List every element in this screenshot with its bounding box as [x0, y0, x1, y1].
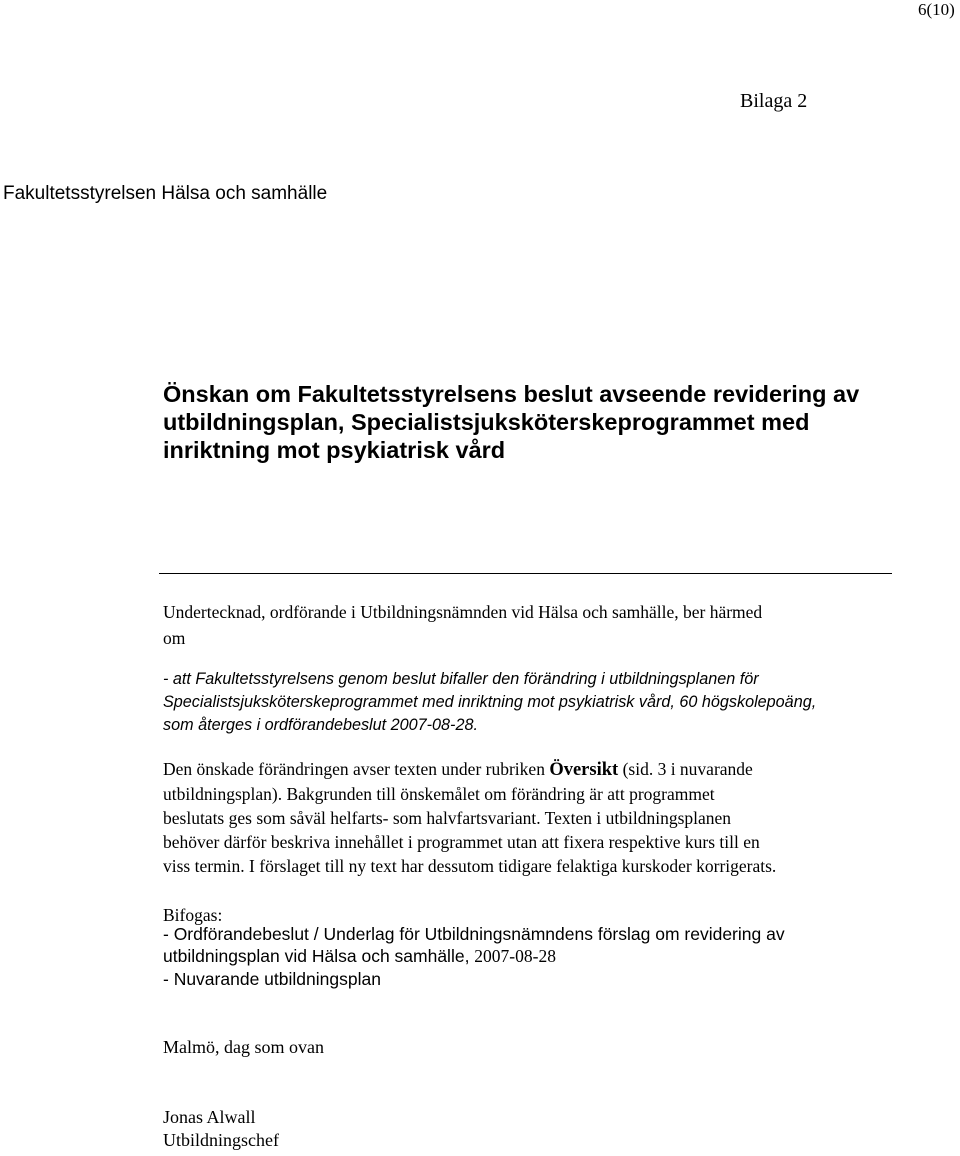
intro-paragraph	[163, 599, 762, 651]
text-line: behöver därför beskriva innehållet i programmet utan att fixera respektive kurs till en	[163, 832, 760, 852]
document-title	[163, 380, 859, 464]
title-line: inriktning mot psykiatrisk vård	[163, 437, 506, 463]
text-line: Undertecknad, ordförande i Utbildningsnämnden vid Hälsa och samhälle, ber härmed	[163, 602, 763, 622]
text-segment: (sid. 3 i nuvarande	[618, 759, 753, 779]
signer-name: Jonas Alwall	[163, 1107, 256, 1127]
text-line: om	[163, 628, 186, 648]
attachments-label: Bifogas:	[163, 905, 223, 925]
attachment-date: 2007-08-28	[474, 946, 556, 966]
page-number: 6(10)	[918, 0, 955, 19]
title-line: utbildningsplan, Specialistsjuksköterskeprogrammet med	[163, 409, 810, 435]
text-line: viss termin. I förslaget till ny text har dessutom tidigare felaktiga kurskoder korrigerats.	[163, 856, 777, 876]
text-line: utbildningsplan). Bakgrunden till önskemålet om förändring är att programmet	[163, 784, 715, 804]
text-line: som återges i ordförandebeslut 2007-08-28.	[163, 716, 478, 734]
text-segment: Den önskade förändringen avser texten under rubriken	[163, 759, 550, 779]
explanation-paragraph	[163, 757, 776, 878]
text-line: - att Fakultetsstyrelsens genom beslut bifaller den förändring i utbildningsplanen för	[163, 670, 759, 688]
title-line: Önskan om Fakultetsstyrelsens beslut avseende revidering av	[163, 381, 860, 407]
attachment-item-continuation	[163, 946, 556, 967]
organization-name: Fakultetsstyrelsen Hälsa och samhälle	[3, 183, 328, 204]
text-line	[163, 757, 776, 782]
text-line: beslutats ges som såväl helfarts- som halvfartsvariant. Texten i utbildningsplanen	[163, 808, 732, 828]
motion-paragraph	[163, 668, 816, 737]
text-segment: utbildningsplan vid Hälsa och samhälle,	[163, 946, 475, 966]
horizontal-divider	[159, 573, 892, 574]
attachment-item: - Nuvarande utbildningsplan	[163, 969, 381, 989]
signer-title: Utbildningschef	[163, 1130, 279, 1150]
text-line: Specialistsjuksköterskeprogrammet med inriktning mot psykiatrisk vård, 60 högskolepoäng,	[163, 693, 817, 711]
section-reference: Översikt	[549, 760, 619, 780]
place-date: Malmö, dag som ovan	[163, 1037, 324, 1057]
attachment-item: - Ordförandebeslut / Underlag för Utbildningsnämndens förslag om revidering av	[163, 924, 785, 944]
appendix-label: Bilaga 2	[740, 90, 808, 112]
